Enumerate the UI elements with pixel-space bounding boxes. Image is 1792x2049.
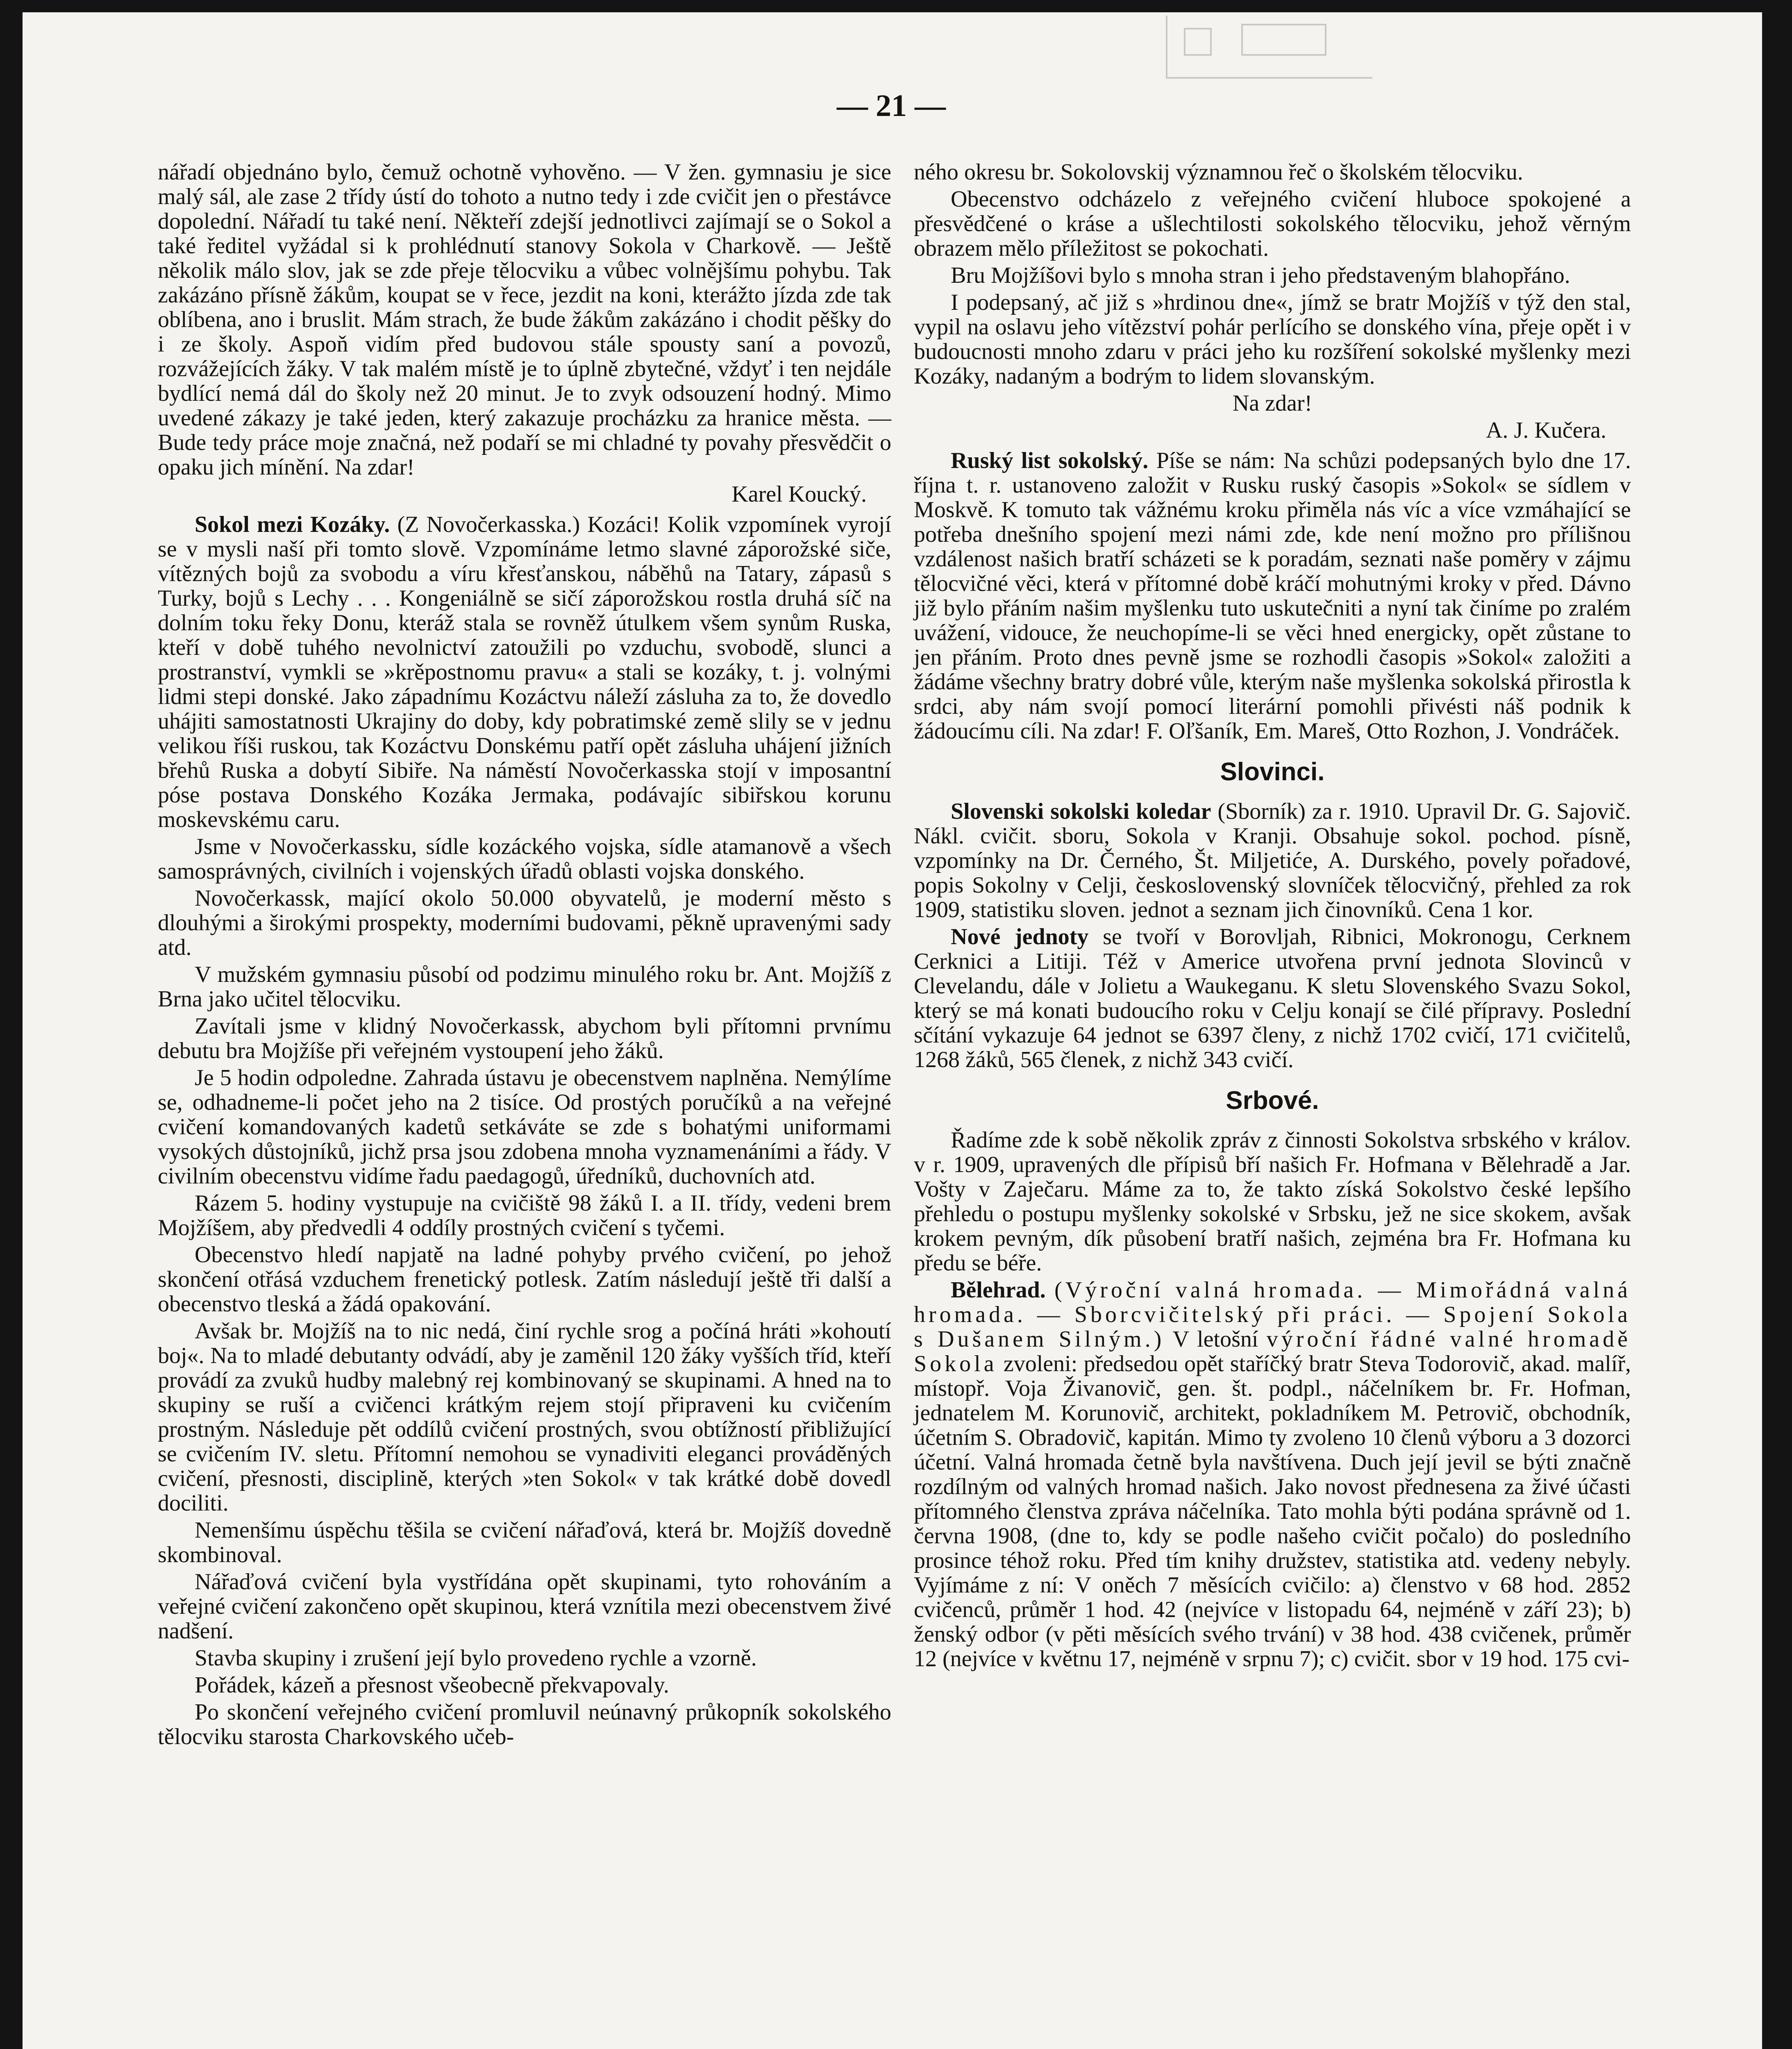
paragraph: Jsme v Novočerkassku, sídle kozáckého vojska, sídle atamanově a všech samosprávných, civilních i vojenských úřadů oblasti vojska donského. bbox=[158, 834, 891, 884]
article-text: (Sborník) za r. 1910. Upravil Dr. G. Sajovič. Nákl. cvičit. sboru, Sokola v Kranji. Obsahuje sokol. pochod. písně, vzpomínky na Dr. Černého, Št. Miljetiće, A. Durského, povely pořadové, popis Sokolny v Celji, československý slovníček tělocvičný, přehled za rok 1909, statistiku sloven. jednot a seznam jich činovníků. Cena 1 kor. bbox=[914, 799, 1631, 922]
paragraph: Je 5 hodin odpoledne. Zahrada ústavu je obecenstvem naplněna. Nemýlíme se, odhadneme-li počet jeho na 2 tisíce. Od prostých poručíků a na veřejné cvičení komandovaných kadetů setkáváte se zde s bohatými uniformami vysokých důstojníků, jichž prsa jsou zdobena mnoha vyznamenáními a řády. V civilním obecenstvu vidíme řadu paedagogů, úředníků, duchovních atd. bbox=[158, 1065, 891, 1189]
article-title: Bělehrad. bbox=[951, 1277, 1046, 1303]
paragraph: Avšak br. Mojžíš na to nic nedá, činí rychle srog a počíná hráti »kohoutí boj«. Na to mladé debutanty odvádí, aby je zaměnil 120 žáky vyšších tříd, kteří provádí za zvuků hudby malebný rej kombinovaný se skupinami. A hned na to skupiny se ruší a cvičenci krátkým rejem stojí připraveni ku cvičením prostným. Následuje pět oddílů cvičení prostných, svou obtížností přibližující se cvičením IV. sletu. Přítomní nemohou se vynadiviti eleganci prováděných cvičení, přesnosti, disciplině, kterých »ten Sokol« v tak krátké době dovedl dociliti. bbox=[158, 1318, 891, 1516]
paragraph: Rázem 5. hodiny vystupuje na cvičiště 98 žáků I. a II. třídy, vedeni brem Mojžíšem, aby předvedli 4 oddíly prostných cvičení s tyčemi. bbox=[158, 1190, 891, 1240]
article-text: zvoleni: předsedou opět staříčký bratr Steva Todorovič, akad. malíř, místopř. Voja Živanovič, gen. št. podpl., náčelníkem br. Fr. Hofman, jednatelem M. Korunovič, architekt, pokladníkem M. Petrovič, obchodník, účetním S. Obradovič, kapitán. Mimo ty zvoleno 10 členů výboru a 3 dozorci účetní. Valná hromada četně byla navštívena. Duch její jevil se býti značně rozdílným od valných hromad našich. Jako novost přednesena za živé účasti přítomného členstva zpráva náčelníka. Tato mohla býti podána správně od 1. června 1908, (dne to, kdy se podle našeho cvičit počalo) do posledního prosince téhož roku. Před tím knihy družstev, statistika atd. vedeny nebyly. Vyjímáme z ní: V oněch 7 měsících cvičilo: a) členstvo v 68 hod. 2852 cvičenců, průměr 1 hod. 42 (nejvíce v listopadu 64, nejméně v září 23); b) ženský odbor (v pěti měsících svého trvání) v 38 hod. 438 cvičenek, průměr 12 (nejvíce v květnu 17, nejméně v srpnu 7); c) cvičit. sbor v 19 hod. 175 cvi- bbox=[914, 1351, 1631, 1672]
article-text: Píše se nám: Na schůzi podepsaných bylo dne 17. října t. r. ustanoveno založit v Rusku ruský časopis »Sokol« se sídlem v Moskvě. K tomuto tak vážnému kroku přiměla nás víc a více vzmáhající se potřeba dnešního spojení mezi námi zde, kde není možno pro přílišnou vzdálenost našich bratří scházeti se k poradám, seznati naše poměry v zájmu tělocvičné věci, která v přítomné době kráčí mohutnými kroky v před. Dávno již bylo přáním našim myšlenku tuto uskutečniti a nyní tak činíme po zralém uvážení, vidouce, že neuchopíme-li se věci hned energicky, opět zůstane to jen přáním. Proto dnes pevně jsme se rozhodli časopis »Sokol« založiti a žádáme všechny bratry dobré vůle, kterým naše myšlenka sokolská přirostla k srdci, aby nám svojí pomocí literární pomohli přivésti náš podnik k žádoucímu cíli. Na zdar! F. Oľšaník, Em. Mareš, Otto Rozhon, J. Vondráček. bbox=[914, 448, 1631, 744]
paragraph: Zavítali jsme v klidný Novočerkassk, abychom byli přítomni prvnímu debutu bra Mojžíše při veřejném vystoupení jeho žáků. bbox=[158, 1013, 891, 1063]
article-title: Ruský list sokolský. bbox=[951, 448, 1149, 473]
section-heading-srbove: Srbové. bbox=[1226, 1086, 1319, 1115]
paragraph: ného okresu br. Sokolovskij významnou řeč o školském tělocviku. bbox=[914, 159, 1523, 185]
article-koledar bbox=[914, 799, 1631, 922]
spaced-text: výroční řádné valné hromadě Sokola bbox=[914, 1327, 1631, 1377]
page-number: — 21 — bbox=[837, 89, 946, 123]
scanned-page bbox=[23, 12, 1762, 2049]
article-title: Sokol mezi Kozáky. bbox=[195, 512, 390, 537]
article-rusky-list bbox=[914, 448, 1631, 743]
signature-koucky: Karel Koucký. bbox=[731, 482, 867, 507]
article-nove-jednoty bbox=[914, 925, 1631, 1072]
paragraph: Stavba skupiny i zrušení její bylo provedeno rychle a vzorně. bbox=[195, 1645, 757, 1671]
paragraph: Bru Mojžíšovi bylo s mnoha stran i jeho představeným blahopřáno. bbox=[951, 263, 1570, 288]
right-column bbox=[914, 160, 1631, 1674]
paragraph: nářadí objednáno bylo, čemuž ochotně vyhověno. — V žen. gymnasiu je sice malý sál, ale zase 2 třídy ústí do tohoto a nutno tedy i zde cvičit jen o přestávce dopolední. Nářadí tu také není. Někteří zdejší jednotlivci zajímají se o Sokol a také ředitel vyžádal si k prohlédnutí stanovy Sokola v Charkově. — Ještě několik málo slov, jak se zde přeje tělocviku a vůbec volnějšímu pohybu. Tak zakázáno přísně žákům, koupat se v řece, jezdit na koni, kterážto jízda zde tak oblíbena, ano i bruslit. Mám strach, že bude žákům zakázáno i chodit pěšky do i ze školy. Aspoň vidím před budovou stále spousty saní a povozů, rozvážejících žáky. V tak malém místě je to úplně zbytečné, vždyť i ten nejdále bydlící nemá dál do školy než 20 minut. Je to zvyk odsouzení hodný. Mimo uvedené zákazy je také jeden, který zakazuje procházku za hranice města. — Bude tedy práce moje značná, než podaří se mi chladné ty povahy přesvědčit o opaku jich mínění. Na zdar! bbox=[158, 159, 891, 480]
paragraph: Nemenšímu úspěchu těšila se cvičení nářaďová, která br. Mojžíš dovedně skombinoval. bbox=[158, 1517, 891, 1567]
article-title: Slovenski sokolski koledar bbox=[951, 799, 1211, 824]
closing-nazdar: Na zdar! bbox=[1232, 391, 1313, 416]
paragraph: Obecenstvo odcházelo z veřejného cvičení hluboce spokojené a přesvědčené o kráse a ušlechtilosti sokolského tělocviku, jehož věrným obrazem mělo příležitost se pokochati. bbox=[914, 186, 1631, 261]
article-text: V letošní bbox=[1165, 1327, 1267, 1352]
article-title: Nové jednoty bbox=[951, 924, 1089, 950]
paragraph: Nářaďová cvičení byla vystřídána opět skupinami, tyto rohováním a veřejné cvičení zakončeno opět skupinou, která vznítila mezi obecenstvem živé nadšení. bbox=[158, 1569, 891, 1644]
left-column bbox=[158, 160, 891, 1751]
paragraph: Novočerkassk, mající okolo 50.000 obyvatelů, je moderní město s dlouhými a širokými prospekty, moderními budovami, pěkně upravenými sady atd. bbox=[158, 886, 891, 960]
paragraph: Po skončení veřejného cvičení promluvil neúnavný průkopník sokolského tělocviku starosta Charkovského učeb- bbox=[158, 1699, 891, 1749]
paragraph: Řadíme zde k sobě několik zpráv z činnosti Sokolstva srbského v králov. v r. 1909, upravených dle přípisů bří našich Fr. Hofmana v Bělehradě a Jar. Vošty v Zaječaru. Máme za to, že takto získá Sokolstvo české lepšího přehledu o postupu myšlenky sokolské v Srbsku, jež ne sice skokem, avšak krokem pevným, dík působení bratří našich, zejména bra Fr. Hofmana ku předu se béře. bbox=[914, 1127, 1631, 1276]
paragraph: V mužském gymnasiu působí od podzimu minulého roku br. Ant. Mojžíš z Brna jako učitel tělocviku. bbox=[158, 962, 891, 1012]
article-text: se tvoří v Borovljah, Ribnici, Mokronogu, Cerknem Cerknici a Litiji. Též v Americe utvořena první jednota Slovinců v Clevelandu, dále v Jolietu a Waukeganu. K sletu Slovenského Svazu Sokol, který se má konati budoucího roku v Celju konají se čilé přípravy. Poslední sčítání vykazuje 64 jednot se 6397 členy, z nichž 1702 cvičí, 171 cvičitelů, 1268 žáků, 565 členek, z nichž 343 cvičí. bbox=[914, 924, 1631, 1072]
paragraph: Obecenstvo hledí napjatě na ladné pohyby prvého cvičení, po jehož skončení otřásá vzduchem frenetický potlesk. Zatím následují ještě tři další a obecenstvo tleská a žádá opakování. bbox=[158, 1242, 891, 1317]
article-text: (Z Novočerkasska.) Kozáci! Kolik vzpomínek vyrojí se v mysli naší při tomto slově. Vzpomínáme letmo slavné záporožské siče, vítězných bojů za svobodu a víru křesťanskou, náběhů na Tatary, zápasů s Turky, bojů s Lechy . . . Kongeniálně se sičí záporožskou rostla druhá síč na dolním toku řeky Donu, kteráž stala se rovněž útulkem všem synům Ruska, kteří v době tuhého nevolnictví zatoužili po vzduchu, svobodě, slunci a prostranství, vymkli se »krěpostnomu pravu« a stali se kozáky, t. j. volnými lidmi stepi donské. Jako západnímu Kozáctvu náleží zásluha za to, že dovedlo uhájiti samostatnosti Ukrajiny do doby, kdy pobratimské země slily se v jednu velikou říši ruskou, tak Kozáctvu Donskému patří opět zásluha uhájení jižních břehů Ruska a dobytí Sibiře. Na náměstí Novočerkasska stojí v imposantní póse postava Donského Kozáka Jermaka, podávajíc sibiřskou korunu moskevskému caru. bbox=[158, 512, 892, 832]
library-stamp bbox=[1166, 16, 1372, 79]
spaced-text: (Výroční valná hromada. — Mimořádná valná hromada. — Sborcvičitelský při práci. — Spojení Sokola s Dušanem Silným.) bbox=[914, 1277, 1631, 1352]
signature-kucera: A. J. Kučera. bbox=[1486, 418, 1606, 443]
article-belehrad bbox=[914, 1278, 1631, 1671]
section-heading-slovinci: Slovinci. bbox=[1220, 758, 1325, 786]
paragraph: I podepsaný, ač již s »hrdinou dne«, jímž se bratr Mojžíš v týž den stal, vypil na oslavu jeho vítězství pohár perlícího se donského vína, přeje opět i v budoucnosti mnoho zdaru v práci jeho ku rozšíření sokolské myšlenky mezi Kozáky, nadaným a bodrým to lidem slovanským. bbox=[914, 290, 1631, 389]
paragraph: Pořádek, kázeň a přesnost všeobecně překvapovaly. bbox=[195, 1672, 669, 1698]
article-sokol-mezi-kozaky bbox=[158, 512, 891, 832]
